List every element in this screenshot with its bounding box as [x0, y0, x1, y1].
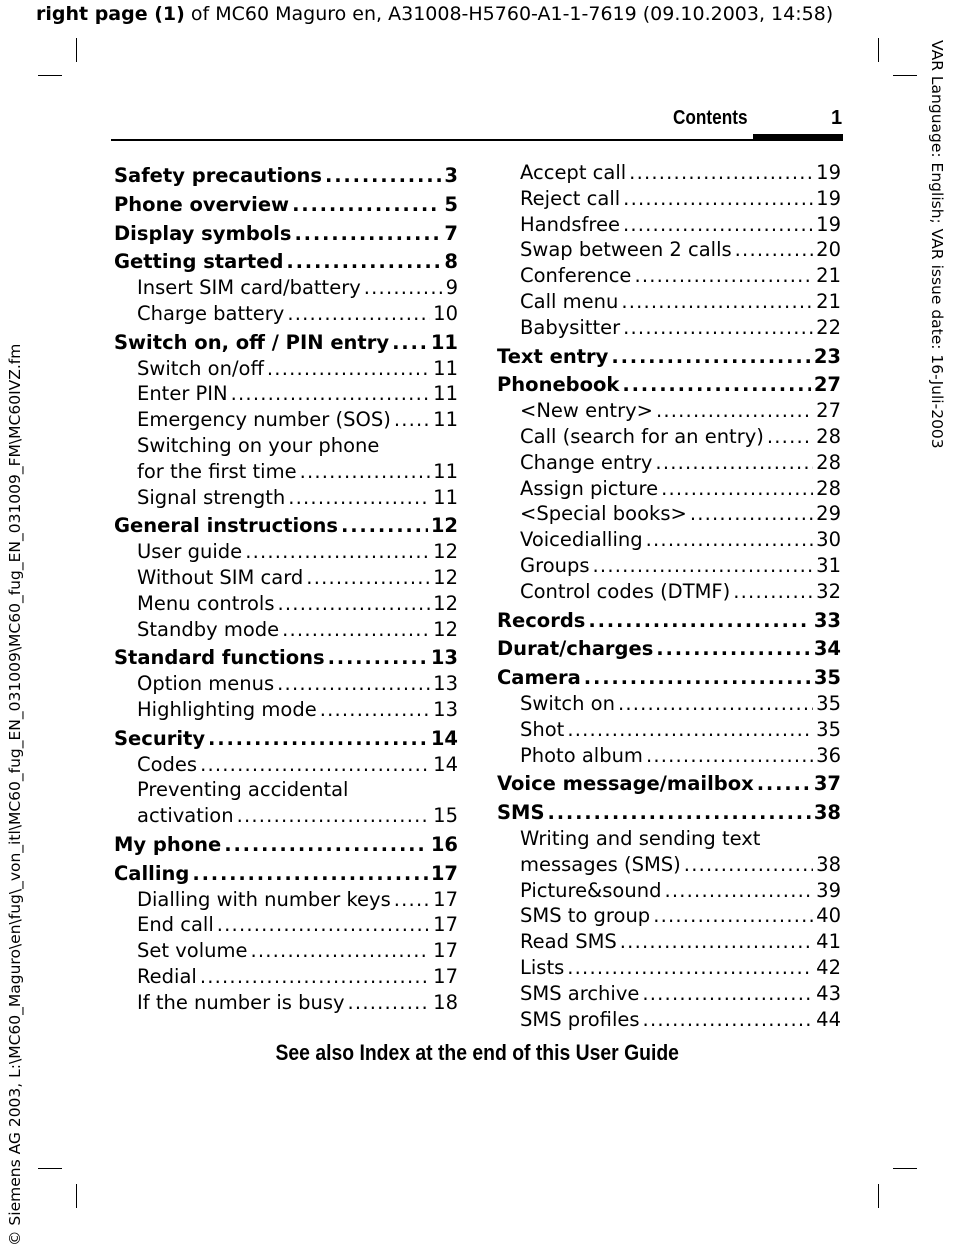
- header-rule: [111, 139, 843, 141]
- toc-column-right: [497, 160, 841, 1032]
- toc-subentry[interactable]: [497, 289, 841, 315]
- toc-subentry[interactable]: [497, 553, 841, 579]
- toc-entry-title: Set volume: [137, 939, 248, 963]
- toc-entry-title: Lists: [520, 955, 565, 979]
- toc-column-left: [114, 160, 458, 1016]
- toc-entry-page: 11: [433, 459, 458, 483]
- dot-leader: [288, 485, 430, 511]
- toc-entry-page: 21: [816, 289, 841, 313]
- dot-leader: [300, 459, 431, 485]
- toc-subentry[interactable]: [497, 476, 841, 502]
- toc-entry-page: 19: [816, 161, 841, 184]
- toc-entry-title: Switch on, off / PIN entry: [114, 330, 390, 354]
- dot-leader: [664, 878, 813, 904]
- dot-leader: [217, 912, 430, 938]
- toc-subentry[interactable]: [114, 752, 458, 778]
- toc-subentry[interactable]: [497, 501, 841, 527]
- footer-note: [0, 1040, 954, 1066]
- toc-subentry[interactable]: [497, 955, 841, 981]
- toc-entry-title: Groups: [520, 553, 590, 577]
- dot-leader: [623, 212, 813, 238]
- toc-entry-page: 11: [430, 330, 458, 354]
- toc-subentry[interactable]: [114, 301, 458, 327]
- running-header-title: Contents: [673, 107, 748, 129]
- toc-subentry[interactable]: [114, 990, 458, 1016]
- toc-entry-title: Voice message/mailbox: [497, 772, 754, 796]
- crop-mark: [38, 1168, 62, 1169]
- toc-subentry[interactable]: [114, 485, 458, 511]
- toc-subentry[interactable]: [497, 981, 841, 1007]
- toc-entry-page: 30: [816, 528, 841, 552]
- toc-entry-page: 35: [816, 717, 841, 741]
- toc-entry-title: SMS archive: [520, 981, 640, 1005]
- toc-entry-page: 23: [813, 344, 841, 368]
- toc-entry-page: 12: [433, 565, 458, 589]
- toc-entry-page: 28: [816, 450, 841, 474]
- toc-entry-title: Change entry: [520, 450, 653, 474]
- toc-entry-page: 32: [816, 579, 841, 603]
- dot-leader: [287, 301, 430, 327]
- dot-leader: [277, 671, 430, 697]
- dot-leader: [200, 964, 430, 990]
- toc-entry-title: Handsfree: [520, 212, 620, 236]
- toc-subentry[interactable]: [114, 777, 458, 803]
- toc-entry-page: 36: [816, 743, 841, 767]
- dot-leader: [622, 372, 810, 398]
- toc-subentry[interactable]: [114, 356, 458, 382]
- toc-entry-page: 20: [816, 238, 841, 262]
- toc-entry-title: Durat/charges: [497, 637, 654, 661]
- dot-leader: [735, 237, 814, 263]
- footer-text: See also Index at the end of this User Guide: [275, 1040, 679, 1065]
- toc-entry-page: 17: [430, 861, 458, 885]
- toc-entry[interactable]: [114, 249, 458, 275]
- dot-leader: [618, 691, 813, 717]
- toc-entry-title: Display symbols: [114, 221, 292, 245]
- toc-entry-title: Writing and sending text: [520, 826, 761, 850]
- toc-subentry[interactable]: [497, 315, 841, 341]
- toc-entry-title: My phone: [114, 832, 222, 856]
- toc-entry[interactable]: [114, 513, 458, 539]
- toc-subentry[interactable]: [114, 964, 458, 990]
- toc-entry-page: 31: [816, 553, 841, 577]
- toc-entry-page: 42: [816, 955, 841, 979]
- toc-subentry[interactable]: [497, 424, 841, 450]
- dot-leader: [588, 608, 810, 634]
- toc-entry-page: 22: [816, 315, 841, 339]
- toc-entry-page: 14: [433, 752, 458, 776]
- dot-leader: [208, 726, 428, 752]
- toc-entry-page: 33: [813, 608, 841, 632]
- toc-entry-title: Call (search for an entry): [520, 424, 764, 448]
- dot-leader: [655, 450, 813, 476]
- toc-entry-title: Control codes (DTMF): [520, 579, 731, 603]
- toc-entry-title: Security: [114, 726, 206, 750]
- toc-entry-page: 7: [444, 221, 458, 245]
- toc-subentry[interactable]: [497, 878, 841, 904]
- toc-subentry[interactable]: [114, 912, 458, 938]
- toc-entry-page: 12: [430, 514, 458, 538]
- toc-entry-title: Menu controls: [137, 591, 275, 615]
- toc-entry-page: 19: [816, 186, 841, 210]
- toc-entry-title: Standard functions: [114, 646, 325, 670]
- crop-mark: [76, 1184, 77, 1208]
- toc-subentry[interactable]: [114, 591, 458, 617]
- toc-entry-page: 40: [816, 904, 841, 928]
- toc-entry[interactable]: [114, 832, 458, 858]
- toc-subentry[interactable]: [497, 743, 841, 769]
- toc-entry-title: End call: [137, 913, 214, 937]
- toc-entry-page: 16: [430, 832, 458, 856]
- dot-leader: [656, 636, 811, 662]
- dot-leader: [548, 800, 811, 826]
- toc-entry-page: 27: [813, 373, 841, 397]
- dot-leader: [623, 186, 813, 212]
- toc-entry-page: 44: [816, 1007, 841, 1031]
- dot-leader: [325, 163, 441, 189]
- toc-subentry[interactable]: [114, 697, 458, 723]
- dot-leader: [661, 476, 813, 502]
- toc-subentry[interactable]: [114, 565, 458, 591]
- toc-entry-page: 17: [433, 964, 458, 988]
- dot-leader: [278, 591, 431, 617]
- toc-entry-page: 28: [816, 424, 841, 448]
- toc-entry-title: Camera: [497, 666, 581, 690]
- toc-entry-title: Switch on/off: [137, 356, 264, 380]
- toc-entry-title: Babysitter: [520, 315, 621, 339]
- toc-entry-page: 13: [433, 697, 458, 721]
- toc-entry[interactable]: [114, 163, 458, 189]
- toc-subentry[interactable]: [497, 717, 841, 743]
- dot-leader: [634, 263, 813, 289]
- toc-entry-title: If the number is busy: [137, 990, 345, 1014]
- toc-subentry[interactable]: [497, 852, 841, 878]
- toc-entry-page: 11: [433, 382, 458, 406]
- toc-entry-title: activation: [137, 804, 234, 828]
- toc-entry[interactable]: [497, 771, 841, 797]
- toc-subentry[interactable]: [114, 407, 458, 433]
- dot-leader: [286, 249, 441, 275]
- toc-entry-title: Switch on: [520, 691, 615, 715]
- dot-leader: [646, 743, 813, 769]
- toc-entry-page: 17: [433, 939, 458, 963]
- toc-entry-title: Dialling with number keys: [137, 887, 391, 911]
- toc-entry-title: Highlighting mode: [137, 697, 317, 721]
- toc-entry-title: Charge battery: [137, 301, 285, 325]
- print-slug: [36, 3, 833, 25]
- toc-entry-title: Text entry: [497, 344, 609, 368]
- toc-entry-page: 35: [816, 691, 841, 715]
- toc-subentry[interactable]: [497, 929, 841, 955]
- dot-leader: [364, 275, 443, 301]
- toc-entry-page: 10: [433, 301, 458, 325]
- toc-entry-title: Picture&sound: [520, 878, 662, 902]
- toc-entry-page: 13: [433, 672, 458, 696]
- toc-entry[interactable]: [497, 372, 841, 398]
- toc-entry-page: 34: [813, 637, 841, 661]
- toc-entry-title: SMS to group: [520, 904, 651, 928]
- toc-entry-page: 37: [813, 772, 841, 796]
- toc-entry-page: 14: [430, 726, 458, 750]
- toc-entry-page: 15: [433, 804, 458, 828]
- toc-subentry[interactable]: [114, 381, 458, 407]
- dot-leader: [621, 289, 813, 315]
- crop-mark: [76, 38, 77, 62]
- side-note-left: © Siemens AG 2003, L:\MC60_Maguro\en\fug\_von_itl\MC60_fug_EN_031009\MC60_fug_EN_031009_FM\MC60IVZ.fm: [6, 343, 24, 1246]
- toc-entry-page: 38: [813, 801, 841, 825]
- dot-leader: [192, 861, 427, 887]
- toc-entry[interactable]: [114, 330, 458, 356]
- toc-entry-page: 11: [433, 485, 458, 509]
- toc-entry-title: Switching on your phone: [137, 433, 380, 457]
- toc-entry-title: Without SIM card: [137, 565, 304, 589]
- toc-entry-page: 43: [816, 981, 841, 1005]
- toc-entry-page: 12: [433, 617, 458, 641]
- toc-entry-page: 19: [816, 212, 841, 236]
- dot-leader: [620, 929, 813, 955]
- toc-subentry[interactable]: [114, 275, 458, 301]
- toc-entry-page: 8: [444, 250, 458, 274]
- toc-entry[interactable]: [114, 726, 458, 752]
- toc-subentry[interactable]: [497, 579, 841, 605]
- dot-leader: [394, 407, 430, 433]
- toc-entry-title: General instructions: [114, 514, 339, 538]
- dot-leader: [394, 887, 430, 913]
- toc-entry-title: Voicedialling: [520, 528, 643, 552]
- toc-entry-title: SMS: [497, 801, 545, 825]
- toc-entry-title: Insert SIM card/battery: [137, 276, 361, 300]
- toc-entry-title: Records: [497, 608, 586, 632]
- toc-entry-title: for the first time: [137, 459, 297, 483]
- dot-leader: [629, 160, 813, 186]
- dot-leader: [567, 717, 813, 743]
- toc-entry[interactable]: [497, 636, 841, 662]
- toc-subentry[interactable]: [497, 186, 841, 212]
- header-rule-tab: [753, 134, 843, 139]
- toc-subentry[interactable]: [497, 691, 841, 717]
- toc-entry-page: 12: [433, 540, 458, 564]
- toc-entry-page: 17: [433, 887, 458, 911]
- dot-leader: [656, 398, 813, 424]
- toc-entry-page: 11: [433, 408, 458, 432]
- dot-leader: [767, 424, 813, 450]
- toc-entry-page: 13: [430, 646, 458, 670]
- toc-entry[interactable]: [497, 608, 841, 634]
- toc-entry-page: 39: [816, 878, 841, 902]
- crop-mark: [893, 75, 917, 76]
- slug-bold: right page (1): [36, 3, 185, 25]
- toc-entry-title: Emergency number (SOS): [137, 408, 391, 432]
- dot-leader: [642, 981, 813, 1007]
- toc-entry-page: 41: [816, 930, 841, 954]
- dot-leader: [623, 315, 813, 341]
- toc-entry-title: Assign picture: [520, 476, 659, 500]
- dot-leader: [643, 1007, 814, 1033]
- toc-entry[interactable]: [114, 645, 458, 671]
- crop-mark: [38, 75, 62, 76]
- slug-rest: of MC60 Maguro en, A31008-H5760-A1-1-7619 (09.10.2003, 14:58): [184, 3, 834, 25]
- toc-subentry[interactable]: [497, 160, 841, 186]
- toc-entry-title: Getting started: [114, 250, 284, 274]
- toc-subentry[interactable]: [497, 826, 841, 852]
- dot-leader: [200, 752, 430, 778]
- toc-subentry[interactable]: [114, 433, 458, 459]
- dot-leader: [341, 513, 428, 539]
- page-number: 1: [831, 107, 843, 129]
- dot-leader: [245, 539, 430, 565]
- toc-entry-title: Accept call: [520, 161, 627, 184]
- toc-entry-title: Signal strength: [137, 485, 286, 509]
- dot-leader: [282, 617, 430, 643]
- toc-entry-page: 12: [433, 591, 458, 615]
- toc-entry-page: 38: [816, 852, 841, 876]
- toc-subentry[interactable]: [497, 398, 841, 424]
- toc-entry-title: Safety precautions: [114, 164, 323, 187]
- toc-entry-title: Photo album: [520, 743, 643, 767]
- dot-leader: [267, 356, 430, 382]
- toc-entry-page: 35: [813, 666, 841, 690]
- toc-entry[interactable]: [497, 665, 841, 691]
- toc-subentry[interactable]: [114, 938, 458, 964]
- dot-leader: [294, 221, 441, 247]
- toc-entry-title: Reject call: [520, 186, 621, 210]
- toc-entry-title: Read SMS: [520, 930, 617, 954]
- toc-subentry[interactable]: [497, 903, 841, 929]
- dot-leader: [653, 903, 813, 929]
- dot-leader: [757, 771, 811, 797]
- dot-leader: [690, 501, 813, 527]
- dot-leader: [567, 955, 813, 981]
- toc-entry-title: Shot: [520, 717, 565, 741]
- toc-entry-title: Phone overview: [114, 192, 290, 216]
- toc-entry-page: 3: [444, 164, 458, 187]
- toc-subentry[interactable]: [497, 527, 841, 553]
- toc-entry-title: Option menus: [137, 672, 275, 696]
- dot-leader: [348, 990, 431, 1016]
- dot-leader: [224, 832, 428, 858]
- toc-entry-title: messages (SMS): [520, 852, 681, 876]
- dot-leader: [237, 803, 431, 829]
- toc-entry-title: Calling: [114, 861, 190, 885]
- toc-entry-page: 27: [816, 399, 841, 423]
- toc-subentry[interactable]: [497, 450, 841, 476]
- toc-entry[interactable]: [497, 800, 841, 826]
- dot-leader: [584, 665, 811, 691]
- dot-leader: [250, 938, 430, 964]
- toc-entry-title: Phonebook: [497, 373, 620, 397]
- dot-leader: [292, 192, 441, 218]
- toc-entry[interactable]: [114, 192, 458, 218]
- dot-leader: [593, 553, 814, 579]
- toc-entry-title: <New entry>: [520, 399, 653, 423]
- toc-entry-title: User guide: [137, 540, 243, 564]
- dot-leader: [328, 645, 428, 671]
- toc-entry-title: SMS profiles: [520, 1007, 640, 1031]
- toc-entry-title: Preventing accidental: [137, 778, 349, 802]
- toc-entry-title: Swap between 2 calls: [520, 238, 732, 262]
- toc-entry-title: Enter PIN: [137, 382, 228, 406]
- toc-subentry[interactable]: [497, 237, 841, 263]
- crop-mark: [878, 38, 879, 62]
- toc-entry-page: 18: [433, 990, 458, 1014]
- toc-entry-page: 11: [433, 356, 458, 380]
- toc-entry-page: 9: [445, 276, 458, 300]
- dot-leader: [684, 852, 813, 878]
- crop-mark: [878, 1184, 879, 1208]
- toc-subentry[interactable]: [497, 1007, 841, 1033]
- toc-subentry[interactable]: [497, 263, 841, 289]
- toc-subentry[interactable]: [114, 617, 458, 643]
- toc-entry-page: 21: [816, 264, 841, 288]
- dot-leader: [320, 697, 430, 723]
- dot-leader: [611, 344, 810, 370]
- toc-entry-page: 17: [433, 913, 458, 937]
- toc-entry-title: Conference: [520, 264, 632, 288]
- dot-leader: [306, 565, 430, 591]
- dot-leader: [231, 381, 431, 407]
- toc-entry[interactable]: [114, 221, 458, 247]
- toc-entry-page: 5: [444, 192, 458, 216]
- toc-entry-title: Redial: [137, 964, 197, 988]
- toc-entry-page: 28: [816, 476, 841, 500]
- toc-subentry[interactable]: [114, 803, 458, 829]
- dot-leader: [733, 579, 813, 605]
- toc-subentry[interactable]: [497, 212, 841, 238]
- toc-entry-title: Codes: [137, 752, 198, 776]
- toc-subentry[interactable]: [114, 459, 458, 485]
- side-note-right: VAR Language: English; VAR issue date: 16-Juli-2003: [928, 40, 946, 449]
- crop-mark: [893, 1168, 917, 1169]
- toc-subentry[interactable]: [114, 539, 458, 565]
- toc-subentry[interactable]: [114, 671, 458, 697]
- dot-leader: [392, 330, 428, 356]
- toc-entry-title: Call menu: [520, 289, 619, 313]
- toc-subentry[interactable]: [114, 887, 458, 913]
- toc-entry[interactable]: [114, 861, 458, 887]
- toc-entry-title: Standby mode: [137, 617, 280, 641]
- dot-leader: [646, 527, 814, 553]
- toc-entry-page: 29: [816, 502, 841, 526]
- toc-entry[interactable]: [497, 344, 841, 370]
- toc-entry-title: <Special books>: [520, 502, 687, 526]
